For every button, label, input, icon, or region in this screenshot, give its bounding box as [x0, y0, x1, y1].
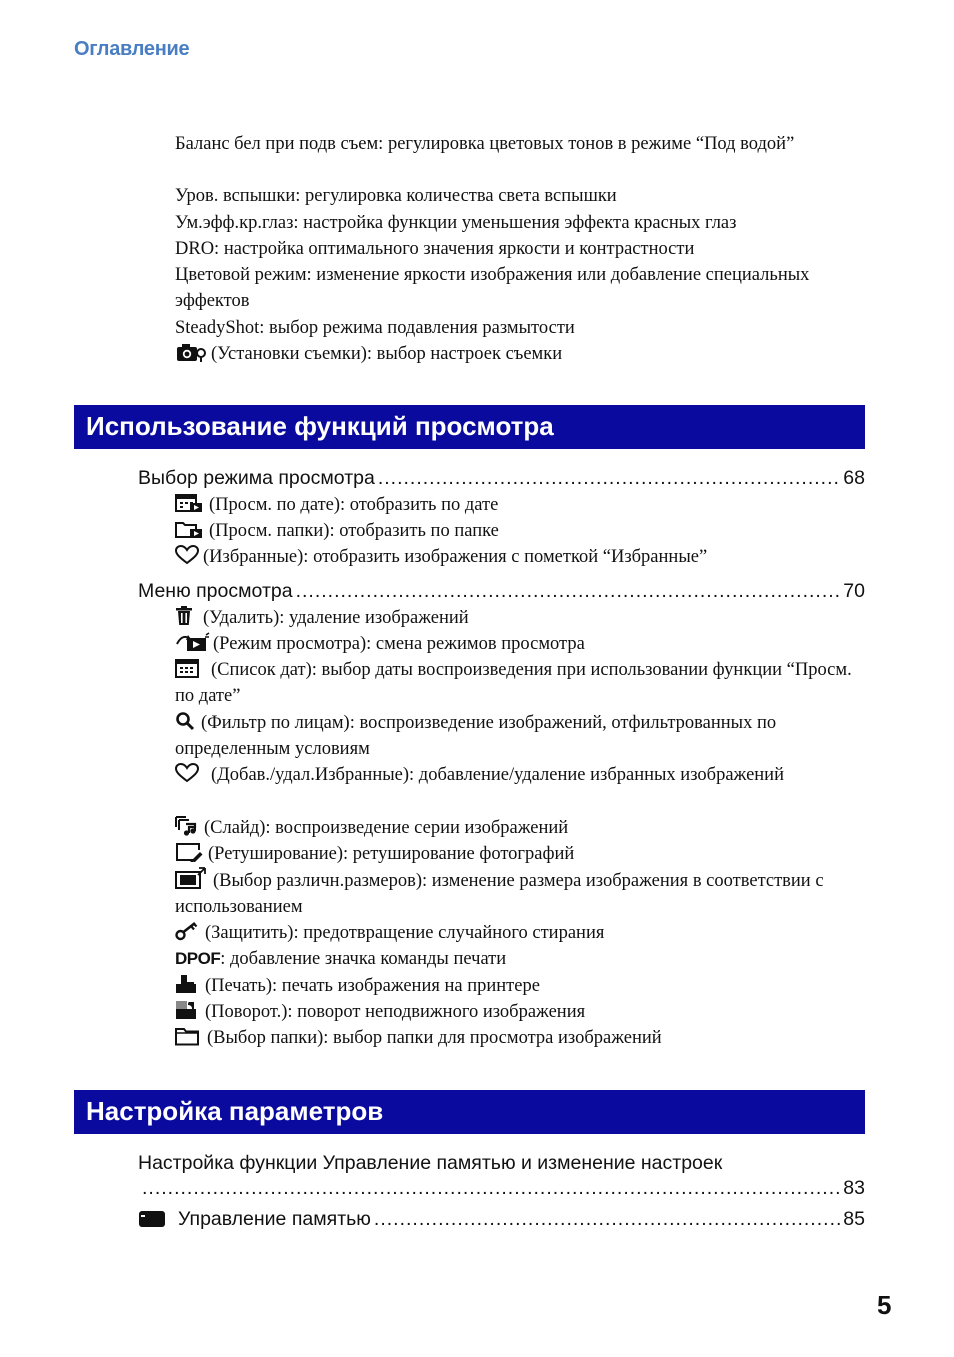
- intro-line-color: Цветовой режим: изменение яркости изображения или добавление специальных эффектов: [175, 265, 810, 311]
- rotate-icon: [175, 1000, 197, 1020]
- heart-icon: [175, 545, 199, 565]
- intro-line-redeye: Ум.эфф.кр.глаз: настройка функции уменьшения эффекта красных глаз: [175, 213, 737, 233]
- toc-subitem-select-folder[interactable]: (Выбор папки): выбор папки для просмотра изображений: [175, 1025, 865, 1051]
- toc-subitem-folder-view[interactable]: (Просм. папки): отобразить по папке: [175, 518, 865, 544]
- intro-line-steadyshot: SteadyShot: выбор режима подавления размытости: [175, 318, 575, 338]
- date-list-icon: [175, 658, 199, 678]
- toc-subitem-slideshow[interactable]: (Слайд): воспроизведение серии изображений: [175, 815, 865, 841]
- toc-page-number: 85: [843, 1208, 865, 1230]
- retouch-icon: [175, 842, 203, 862]
- toc-subitem-date-view[interactable]: (Просм. по дате): отобразить по дате: [175, 492, 865, 518]
- calendar-view-icon: [175, 493, 205, 513]
- header-label: Оглавление: [74, 38, 190, 60]
- toc-subitem-protect[interactable]: (Защитить): предотвращение случайного стирания: [175, 920, 865, 946]
- folder-view-icon: [175, 519, 205, 539]
- leader-dots: [378, 465, 841, 491]
- section-title-playback: Использование функций просмотра: [86, 411, 554, 441]
- intro-line-dro: DRO: настройка оптимального значения яркости и контрастности: [175, 239, 695, 259]
- toc-entry-text: Меню просмотра: [138, 580, 293, 602]
- protect-icon: [175, 921, 199, 941]
- toc-page-number: 68: [843, 467, 865, 489]
- face-filter-icon: [175, 711, 195, 731]
- toc-subitem-view-mode[interactable]: (Режим просмотра): смена режимов просмотра: [175, 631, 865, 657]
- toc-entry-playback-menu[interactable]: [138, 578, 865, 604]
- toc-entry-text: Выбор режима просмотра: [138, 467, 375, 489]
- toc-subitem-print[interactable]: (Печать): печать изображения на принтере: [175, 973, 865, 999]
- section-settings-bar: [74, 1090, 865, 1134]
- heart-icon: [175, 763, 199, 783]
- toc-subitem-face-filter[interactable]: (Фильтр по лицам): воспроизведение изображений, отфильтрованных по определенным условиям: [175, 713, 777, 759]
- toc-subitem-favorites[interactable]: (Избранные): отобразить изображения с пометкой “Избранные”: [175, 544, 865, 570]
- camera-settings-icon: [175, 342, 207, 362]
- memory-tool-icon: [138, 1210, 166, 1228]
- toc-page-number: 70: [843, 580, 865, 602]
- leader-dots: [142, 1175, 841, 1201]
- toc-subitem-resize[interactable]: (Выбор различн.размеров): изменение размера изображения в соответствии с использованием: [175, 867, 865, 920]
- toc-subitem-rotate[interactable]: (Поворот.): поворот неподвижного изображения: [175, 999, 865, 1025]
- page-number: 5: [877, 1290, 892, 1320]
- toc-entry-memory-settings-title[interactable]: Настройка функции Управление памятью и изменение настроек: [138, 1152, 723, 1174]
- dpof-icon: DPOF: [175, 949, 221, 968]
- slideshow-icon: [175, 816, 197, 836]
- toc-subitem-date-list[interactable]: (Список дат): выбор даты воспроизведения при использовании функции “Просм. по дате”: [175, 660, 852, 706]
- toc-entry-memory-settings[interactable]: [138, 1175, 865, 1201]
- toc-subitem-add-favorites[interactable]: (Добав./удал.Избранные): добавление/удаление избранных изображений: [175, 762, 865, 788]
- section-title-settings: Настройка параметров: [86, 1096, 384, 1126]
- toc-entry-text: Управление памятью: [178, 1208, 371, 1230]
- toc-page-number: 83: [843, 1177, 865, 1199]
- leader-dots: [296, 578, 842, 604]
- leader-dots: [374, 1206, 841, 1232]
- resize-icon: [175, 867, 207, 889]
- print-icon: [175, 974, 197, 994]
- section-playback-bar: [74, 405, 865, 449]
- trash-icon: [175, 606, 193, 626]
- intro-line-shooting-settings: (Установки съемки): выбор настроек съемки: [175, 341, 562, 367]
- toc-entry-view-mode[interactable]: [138, 465, 865, 491]
- toc-subitem-retouch[interactable]: (Ретуширование): ретуширование фотографий: [175, 841, 865, 867]
- intro-line-wb: Баланс бел при подв съем: регулировка цветовых тонов в режиме “Под водой”: [175, 134, 795, 154]
- intro-line-flash: Уров. вспышки: регулировка количества света вспышки: [175, 186, 617, 206]
- folder-icon: [175, 1026, 199, 1046]
- toc-entry-memory-tool[interactable]: [138, 1206, 865, 1232]
- toc-subitem-dpof[interactable]: DPOF: добавление значка команды печати: [175, 949, 507, 969]
- toc-subitem-delete[interactable]: (Удалить): удаление изображений: [175, 605, 865, 631]
- view-mode-icon: [175, 632, 211, 652]
